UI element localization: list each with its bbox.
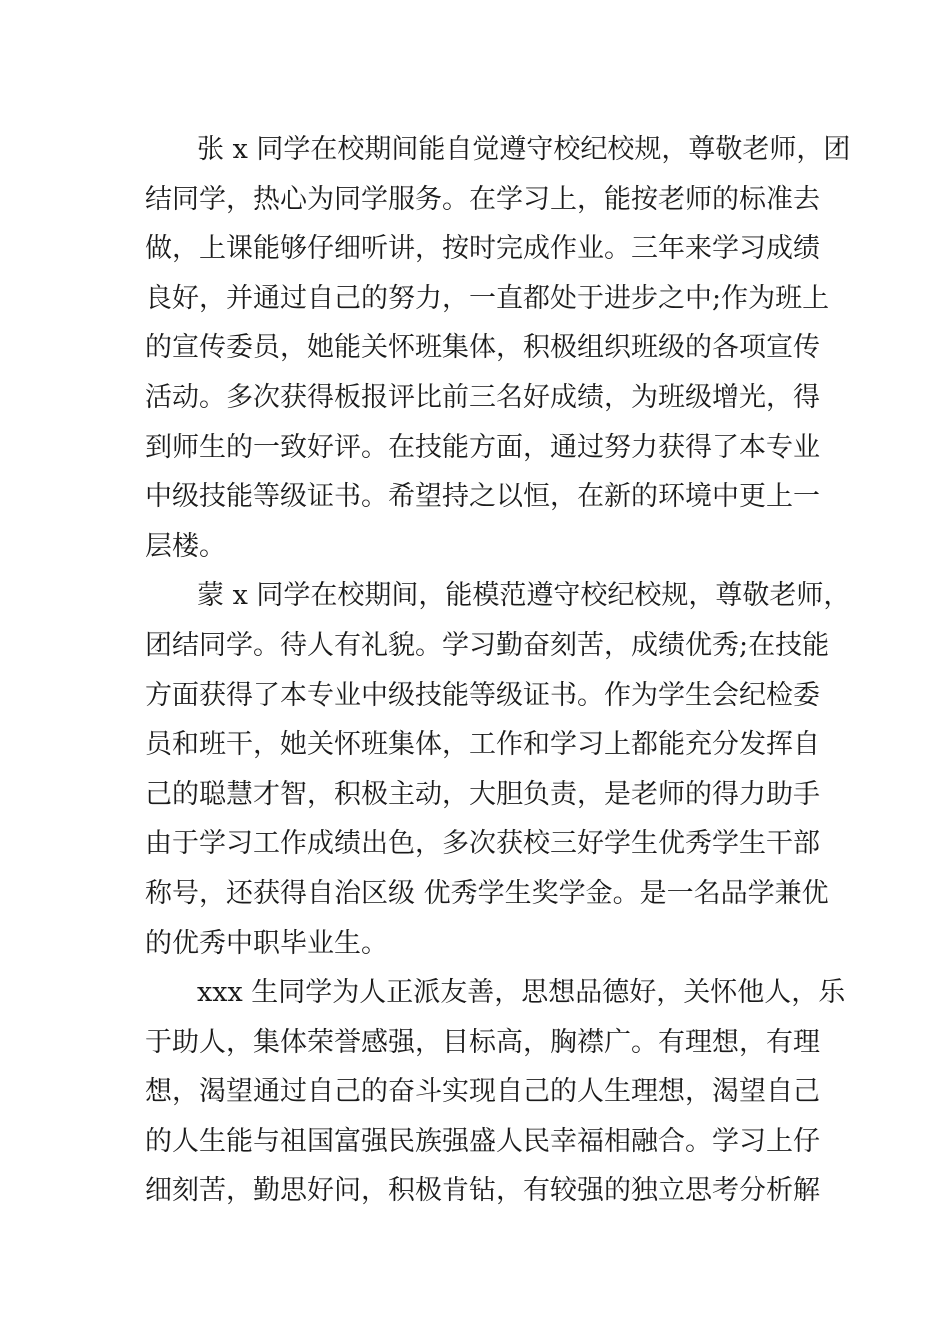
text-line: 由于学习工作成绩出色，多次获校三好学生优秀学生干部: [145, 828, 820, 860]
text-line: 员和班干，她关怀班集体，工作和学习上都能充分发挥自: [145, 729, 820, 761]
text-line: xxx 生同学为人正派友善，思想品德好，关怀他人，乐: [197, 977, 846, 1009]
paragraph-2: [145, 571, 851, 968]
text-line: 到师生的一致好评。在技能方面，通过努力获得了本专业: [145, 431, 820, 463]
text-line: 张 x 同学在校期间能自觉遵守校纪校规，尊敬老师，团: [197, 134, 851, 165]
text-line: 层楼。: [145, 530, 226, 562]
text-line: 结同学，热心为同学服务。在学习上，能按老师的标准去: [145, 183, 820, 215]
text-line: 于助人，集体荣誉感强，目标高，胸襟广。有理想，有理: [145, 1026, 820, 1058]
text-line: 活动。多次获得板报评比前三名好成绩，为班级增光，得: [145, 381, 820, 413]
text-line: 中级技能等级证书。希望持之以恒，在新的环境中更上一: [145, 481, 820, 513]
document-body: [145, 125, 851, 1216]
text-line: 的宣传委员，她能关怀班集体，积极组织班级的各项宣传: [145, 332, 820, 364]
text-line: 己的聪慧才智，积极主动，大胆负责，是老师的得力助手: [145, 778, 820, 810]
text-line: 想，渴望通过自己的奋斗实现自己的人生理想，渴望自己: [145, 1076, 820, 1108]
text-line: 蒙 x 同学在校期间，能模范遵守校纪校规，尊敬老师，: [197, 580, 851, 612]
text-line: 的人生能与祖国富强民族强盛人民幸福相融合。学习上仔: [145, 1125, 820, 1157]
paragraph-3: [145, 968, 846, 1216]
text-line: 良好，并通过自己的努力，一直都处于进步之中;作为班上: [145, 282, 830, 314]
text-line: 细刻苦，勤思好问，积极肯钻，有较强的独立思考分析解: [145, 1175, 820, 1207]
text-line: 做，上课能够仔细听讲，按时完成作业。三年来学习成绩: [145, 233, 820, 265]
paragraph-1: [145, 125, 851, 571]
text-line: 方面获得了本专业中级技能等级证书。作为学生会纪检委: [145, 679, 820, 711]
text-line: 团结同学。待人有礼貌。学习勤奋刻苦，成绩优秀;在技能: [145, 629, 830, 661]
text-line: 称号，还获得自治区级 优秀学生奖学金。是一名品学兼优: [145, 877, 829, 909]
text-line: 的优秀中职毕业生。: [145, 927, 388, 959]
